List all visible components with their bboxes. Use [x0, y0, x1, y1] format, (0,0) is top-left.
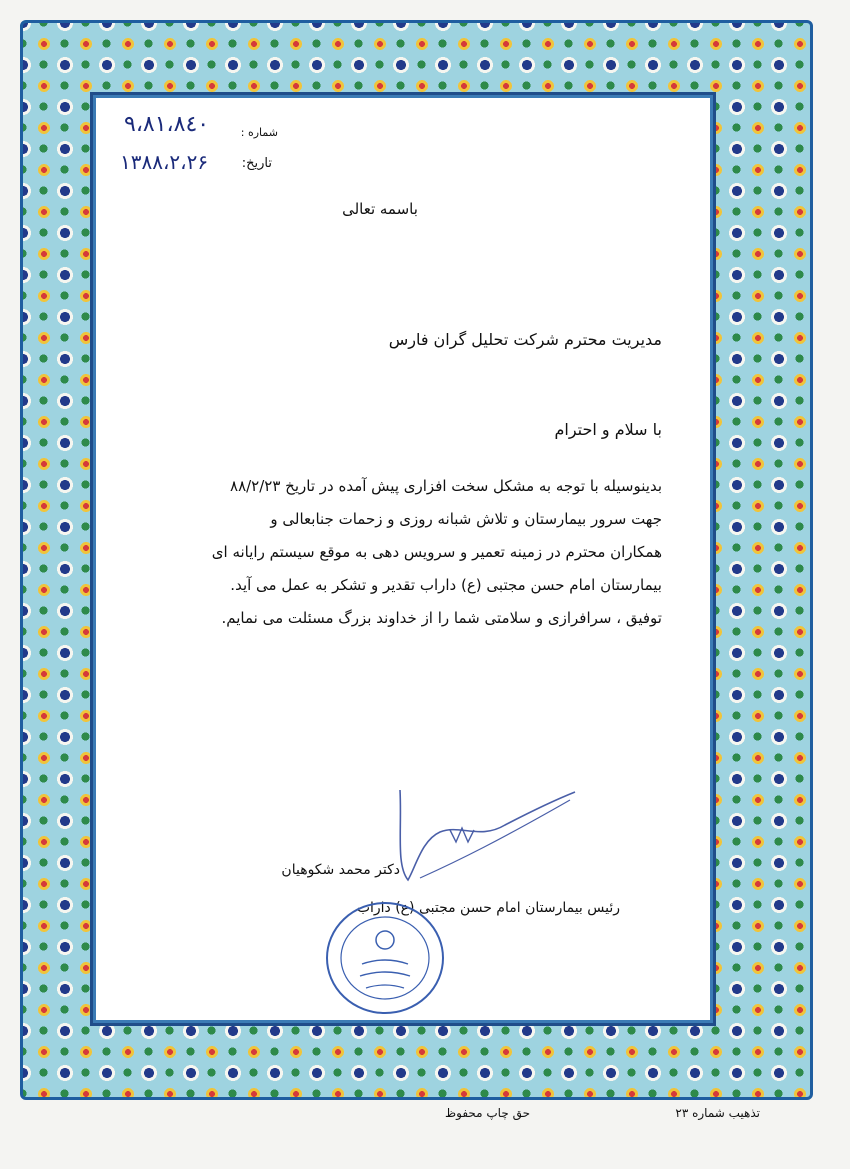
- signer-name: دکتر محمد شکوهیان: [281, 862, 400, 878]
- number-value: ۹،۸۱،۸٤۰: [124, 112, 210, 137]
- date-label: تاریخ:: [241, 156, 272, 171]
- letter-body: [102, 470, 662, 635]
- body-line: جهت سرور بیمارستان و تلاش شبانه روزی و زحمات جنابعالی و: [270, 510, 662, 528]
- body-line: بدینوسیله با توجه به مشکل سخت افزاری پیش آمده در تاریخ ۸۸/۲/۲۳: [230, 477, 662, 495]
- body-line: همکاران محترم در زمینه تعمیر و سرویس دهی به موقع سیستم رایانه ای: [211, 543, 662, 561]
- number-label: شماره :: [240, 126, 278, 139]
- date-value: ۱۳۸۸،۲،۲۶: [120, 150, 209, 174]
- recipient-line: مدیریت محترم شرکت تحلیل گران فارس: [388, 330, 662, 349]
- letter-heading: باسمه تعالی: [342, 200, 418, 218]
- hospital-stamp: [322, 898, 448, 1018]
- signature-scribble: [330, 770, 590, 900]
- greeting-line: با سلام و احترام: [554, 420, 662, 439]
- body-line: توفیق ، سرافرازی و سلامتی شما را از خداوند بزرگ مسئلت می نمایم.: [221, 609, 662, 627]
- body-line: بیمارستان امام حسن مجتبی (ع) داراب تقدیر و تشکر به عمل می آید.: [230, 576, 662, 594]
- signer-title: رئیس بیمارستان امام حسن مجتبی (ع) داراب: [356, 900, 620, 916]
- border-design-label: تذهیب شماره ۲۳: [675, 1106, 760, 1120]
- copyright-label: حق چاپ محفوظ: [445, 1106, 530, 1120]
